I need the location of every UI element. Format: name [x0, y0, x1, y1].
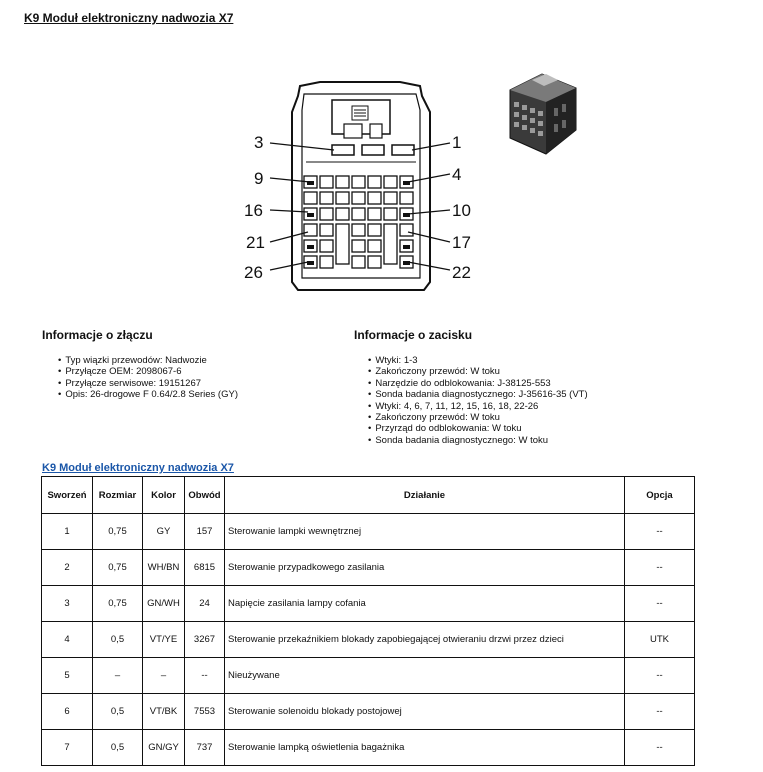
cell-size: 0,5 [93, 622, 143, 658]
cell-size: – [93, 658, 143, 694]
list-item: • Wtyki: 1-3 [368, 355, 588, 366]
cell-size: 0,75 [93, 514, 143, 550]
list-item: • Sonda badania diagnostycznego: W toku [368, 435, 588, 446]
table-title-link[interactable]: K9 Moduł elektroniczny nadwozia X7 [42, 462, 234, 474]
list-item: • Przyrząd do odblokowania: W toku [368, 423, 588, 434]
pin-label: 4 [452, 165, 462, 184]
cell-function: Sterowanie przekaźnikiem blokady zapobiegającej otwieraniu drzwi przez dzieci [225, 622, 625, 658]
terminal-info-title: Informacje o zacisku [354, 328, 473, 342]
cell-option: -- [625, 550, 695, 586]
table-header-row [42, 477, 695, 514]
cell-circuit: 737 [185, 730, 225, 766]
cell-pin: 2 [42, 550, 93, 586]
cell-circuit: 6815 [185, 550, 225, 586]
cell-circuit: 157 [185, 514, 225, 550]
cell-pin: 4 [42, 622, 93, 658]
terminal-cavity [332, 145, 354, 155]
cell-size: 0,5 [93, 730, 143, 766]
cell-size: 0,75 [93, 586, 143, 622]
cell-circuit: 7553 [185, 694, 225, 730]
cell-color: WH/BN [143, 550, 185, 586]
pin-label: 3 [254, 133, 264, 152]
cell-size: 0,75 [93, 550, 143, 586]
cell-option: -- [625, 730, 695, 766]
table-row [42, 586, 695, 622]
cell-color: VT/BK [143, 694, 185, 730]
column-header-pin: Sworzeń [42, 477, 93, 514]
cell-circuit: -- [185, 658, 225, 694]
pin-label: 16 [244, 201, 263, 220]
cell-pin: 7 [42, 730, 93, 766]
connector-face-diagram [240, 72, 480, 302]
list-item: • Narzędzie do odblokowania: J-38125-553 [368, 378, 588, 389]
list-item: • Wtyki: 4, 6, 7, 11, 12, 15, 16, 18, 22-26 [368, 401, 588, 412]
column-header-circuit: Obwód [185, 477, 225, 514]
pin-label: 10 [452, 201, 471, 220]
column-header-color: Kolor [143, 477, 185, 514]
terminal-info-list [368, 355, 588, 446]
table-row [42, 694, 695, 730]
table-row [42, 550, 695, 586]
terminal-cavity [362, 145, 384, 155]
cell-option: -- [625, 586, 695, 622]
cell-function: Sterowanie lampką oświetlenia bagażnika [225, 730, 625, 766]
cell-color: VT/YE [143, 622, 185, 658]
column-header-option: Opcja [625, 477, 695, 514]
pin-label: 1 [452, 133, 462, 152]
cell-function: Sterowanie lampki wewnętrznej [225, 514, 625, 550]
connector-illustration [502, 68, 582, 163]
cell-option: UTK [625, 622, 695, 658]
cell-pin: 5 [42, 658, 93, 694]
cell-color: GN/WH [143, 586, 185, 622]
page-title: K9 Moduł elektroniczny nadwozia X7 [24, 11, 234, 25]
table-row [42, 622, 695, 658]
list-item: • Przyłącze OEM: 2098067-6 [58, 366, 238, 377]
pin-label: 21 [246, 233, 265, 252]
list-item: • Zakończony przewód: W toku [368, 412, 588, 423]
list-item: • Przyłącze serwisowe: 19151267 [58, 378, 238, 389]
column-header-size: Rozmiar [93, 477, 143, 514]
cell-color: – [143, 658, 185, 694]
cell-function: Napięcie zasilania lampy cofania [225, 586, 625, 622]
table-row [42, 514, 695, 550]
cell-option: -- [625, 514, 695, 550]
list-item: • Sonda badania diagnostycznego: J-35616-35 (VT) [368, 389, 588, 400]
cell-option: -- [625, 694, 695, 730]
pin-label: 17 [452, 233, 471, 252]
cell-pin: 1 [42, 514, 93, 550]
cell-function: Sterowanie przypadkowego zasilania [225, 550, 625, 586]
list-item: • Typ wiązki przewodów: Nadwozie [58, 355, 238, 366]
cell-color: GY [143, 514, 185, 550]
cell-function: Sterowanie solenoidu blokady postojowej [225, 694, 625, 730]
pin-label: 26 [244, 263, 263, 282]
cell-circuit: 3267 [185, 622, 225, 658]
cell-pin: 6 [42, 694, 93, 730]
cell-circuit: 24 [185, 586, 225, 622]
cell-option: -- [625, 658, 695, 694]
cell-pin: 3 [42, 586, 93, 622]
connector-info-list [58, 355, 238, 401]
list-item: • Zakończony przewód: W toku [368, 366, 588, 377]
list-item: • Opis: 26-drogowe F 0.64/2.8 Series (GY) [58, 389, 238, 400]
column-header-function: Działanie [225, 477, 625, 514]
table-row [42, 658, 695, 694]
pinout-table [41, 476, 695, 766]
pin-label: 9 [254, 169, 264, 188]
cell-function: Nieużywane [225, 658, 625, 694]
cell-size: 0,5 [93, 694, 143, 730]
connector-info-title: Informacje o złączu [42, 328, 153, 342]
cell-color: GN/GY [143, 730, 185, 766]
terminal-cavity [392, 145, 414, 155]
pin-label: 22 [452, 263, 471, 282]
table-row [42, 730, 695, 766]
